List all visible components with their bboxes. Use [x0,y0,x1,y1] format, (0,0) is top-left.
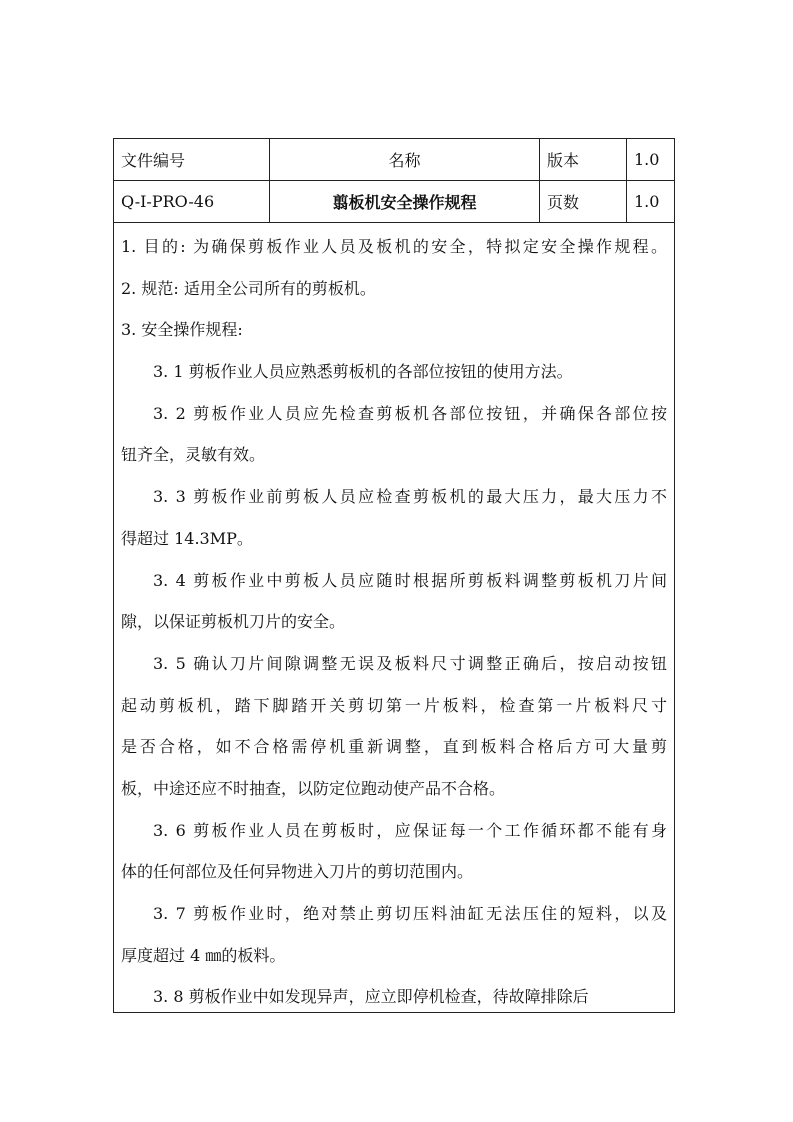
pages-value: 1.0 [626,181,675,222]
body-line: 板，中途还应不时抽查，以防定位跑动使产品不合格。 [121,778,506,798]
body-line: 2. 规范: 适用全公司所有的剪板机。 [121,278,376,298]
body-line: 隙，以保证剪板机刀片的安全。 [121,612,346,632]
body-line: 3. 2 剪板作业人员应先检查剪板机各部位按钮，并确保各部位按 [153,403,667,423]
procedure-table [113,138,675,1013]
body-line: 钮齐全，灵敏有效。 [121,445,266,465]
header-row-2 [114,181,674,223]
version-label: 版本 [539,139,626,180]
document-title: 翦板机安全操作规程 [269,181,539,222]
body-line: 3. 7 剪板作业时，绝对禁止剪切压料油缸无法压住的短料，以及 [153,904,667,923]
body-line: 是否合格，如不合格需停机重新调整，直到板料合格后方可大量剪 [121,737,667,757]
body-line: 3. 6 剪板作业人员在剪板时，应保证每一个工作循环都不能有身 [153,820,667,840]
body-line: 3. 安全操作规程: [121,320,243,340]
procedure-body [114,223,674,1018]
version-value: 1.0 [626,139,675,180]
body-line: 3. 5 确认刀片间隙调整无误及板料尺寸调整正确后，按启动按钮 [153,653,667,673]
body-line: 1. 目的: 为确保剪板作业人员及板机的安全，特拟定安全操作规程。 [121,237,667,256]
body-line: 3. 8 剪板作业中如发现异声，应立即停机检查，待故障排除后 [153,987,589,1007]
body-line: 3. 4 剪板作业中剪板人员应随时根据所剪板料调整剪板机刀片间 [153,570,667,590]
doc-no-value: Q-I-PRO-46 [121,192,215,211]
body-line: 厚度超过 4 ㎜的板料。 [121,945,286,965]
body-line: 得超过 14.3MP。 [121,528,253,548]
body-line: 起动剪板机，踏下脚踏开关剪切第一片板料，检查第一片板料尺寸 [121,695,667,715]
header-row-1 [114,139,674,181]
pages-label: 页数 [539,181,626,222]
body-line: 3. 1 剪板作业人员应熟悉剪板机的各部位按钮的使用方法。 [153,362,573,382]
doc-no-label: 文件编号 [121,151,186,170]
body-line: 3. 3 剪板作业前剪板人员应检查剪板机的最大压力，最大压力不 [153,487,667,507]
name-label: 名称 [269,139,539,180]
body-line: 体的任何部位及任何异物进入刀片的剪切范围内。 [121,862,474,882]
